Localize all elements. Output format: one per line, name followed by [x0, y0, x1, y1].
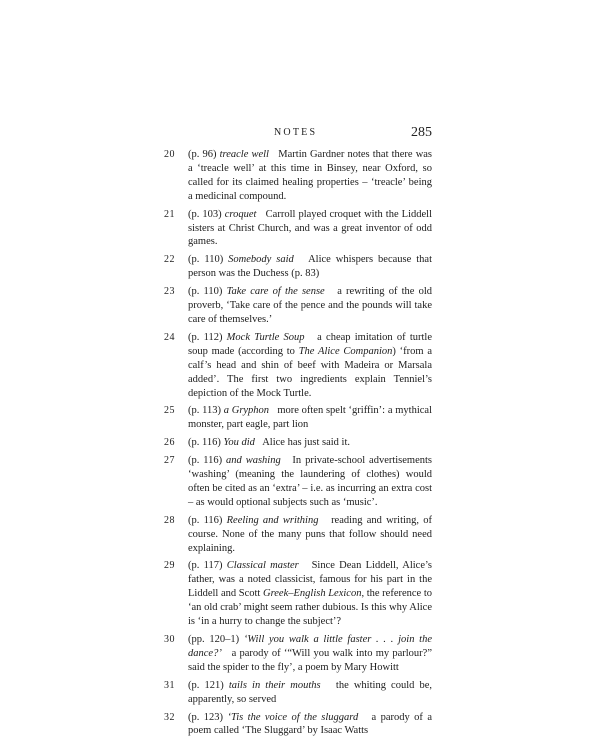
- note-headword: Classical master: [226, 560, 299, 572]
- note-text: In private-school advertisements ‘washing’ (meaning the laundering of clothes) would often be cited as an ‘extra’ – i.e. as incurring an extra cost – as would optional subjects such as ‘music’.: [188, 455, 433, 508]
- note-text: Martin Gardner notes that there was a ‘treacle well’ at this time in Binsey, near Oxford, so called for its claimed healing properties – ‘treacle’ being a medicinal compound.: [188, 149, 433, 202]
- note-ref: (pp. 120–1): [188, 634, 240, 645]
- note-headword: Mock Turtle Soup: [226, 331, 305, 343]
- running-head: [164, 125, 432, 143]
- note-title-italic: Greek–English Lexicon: [262, 588, 362, 600]
- note-body: [188, 679, 432, 707]
- note-text: Carroll played croquet with the Liddell sisters at Christ Church, and was a great inventor of odd games.: [188, 208, 433, 248]
- note-text: a parody of ‘“Will you walk into my parlour?” said the spider to the fly’, a poem by Mary Howitt: [188, 647, 432, 673]
- note-headword: croquet: [224, 208, 257, 220]
- note-ref: (p. 110): [188, 286, 223, 298]
- note-number: 23: [164, 286, 175, 298]
- note-item: [164, 514, 432, 556]
- note-headword: ‘Tis the voice of the sluggard: [227, 711, 359, 723]
- note-item: [164, 436, 432, 450]
- note-item: [164, 208, 432, 250]
- note-body: [188, 514, 432, 556]
- note-body: [188, 285, 432, 327]
- note-body: [188, 208, 432, 250]
- note-ref: (p. 113): [188, 405, 221, 417]
- note-ref: (p. 117): [188, 560, 223, 572]
- note-item: [164, 285, 432, 327]
- note-ref: (p. 123): [188, 711, 224, 723]
- note-item: [164, 679, 432, 707]
- note-text: Alice whispers because that person was the Duchess (p. 83): [188, 254, 432, 280]
- note-ref: (p. 116): [188, 455, 223, 467]
- note-text: a parody of a poem called ‘The Sluggard’ by Isaac Watts: [188, 711, 432, 737]
- notes-list: [164, 148, 432, 742]
- note-ref: (p. 103): [188, 208, 222, 220]
- note-item: [164, 253, 432, 281]
- note-body: [188, 253, 432, 281]
- note-text-continued: , the reference to ‘an old crab’ might seem rather dubious. Is this why Alice is ‘in a hurry to change the subject’?: [188, 588, 433, 628]
- note-body: [188, 454, 432, 510]
- note-body: [188, 148, 432, 204]
- note-text-continued: ) ‘from a calf’s head and shin of beef with Madeira or Marsala added’. The first two ingredients explain Tenniel’s depiction of the Mock Turtle.: [188, 345, 432, 399]
- note-item: [164, 633, 432, 675]
- note-number: 25: [164, 405, 175, 417]
- note-headword: Take care of the sense: [226, 286, 325, 298]
- note-text: reading and writing, of course. None of the many puns that follow should need explaining.: [188, 514, 433, 554]
- note-number: 22: [164, 254, 175, 266]
- note-number: 26: [164, 437, 175, 449]
- note-headword: a Gryphon: [223, 405, 270, 417]
- note-number: 24: [164, 331, 175, 343]
- note-text: Alice has just said it.: [262, 437, 350, 449]
- note-text: a rewriting of the old proverb, ‘Take care of the pence and the pounds will take care of themselves.’: [188, 286, 433, 325]
- note-headword: Reeling and writhing: [226, 514, 319, 526]
- note-headword: You did: [223, 437, 255, 449]
- note-item: [164, 331, 432, 401]
- note-body: [188, 404, 432, 432]
- note-item: [164, 711, 432, 739]
- note-number: 30: [164, 634, 175, 645]
- note-headword: ‘Will you walk a little faster . . . join the dance?’: [188, 634, 433, 659]
- note-headword: tails in their mouths: [228, 679, 321, 691]
- note-number: 29: [164, 560, 175, 572]
- note-body: [188, 633, 432, 675]
- note-text: Since Dean Liddell, Alice’s father, was a noted classicist, famous for his part in the Liddell and Scott: [188, 560, 433, 600]
- note-number: 32: [164, 711, 175, 723]
- note-headword: treacle well: [219, 149, 269, 160]
- note-body: [188, 331, 432, 401]
- note-number: 21: [164, 208, 175, 220]
- page-number: 285: [411, 125, 432, 140]
- note-headword: and washing: [226, 455, 281, 467]
- note-text: the whiting could be, apparently, so served: [188, 679, 433, 705]
- note-item: [164, 404, 432, 432]
- note-ref: (p. 116): [188, 437, 221, 449]
- running-head-title: NOTES: [274, 127, 318, 138]
- note-text: more often spelt ‘griffin’: a mythical monster, part eagle, part lion: [188, 405, 432, 431]
- note-ref: (p. 112): [188, 331, 223, 343]
- note-number: 28: [164, 514, 175, 526]
- note-text: a cheap imitation of turtle soup made (according to: [188, 331, 432, 357]
- note-headword: Somebody said: [228, 254, 294, 266]
- note-ref: (p. 116): [188, 514, 223, 526]
- note-title-italic: The Alice Companion: [298, 345, 393, 357]
- note-item: [164, 559, 432, 629]
- note-item: [164, 454, 432, 510]
- note-item: [164, 148, 432, 204]
- note-number: 20: [164, 149, 175, 160]
- note-body: [188, 711, 432, 739]
- note-number: 31: [164, 679, 175, 691]
- note-ref: (p. 121): [188, 679, 224, 691]
- note-ref: (p. 96): [188, 149, 217, 160]
- note-body: [188, 559, 432, 629]
- note-number: 27: [164, 455, 175, 467]
- note-ref: (p. 110): [188, 254, 224, 266]
- note-body: [188, 436, 432, 450]
